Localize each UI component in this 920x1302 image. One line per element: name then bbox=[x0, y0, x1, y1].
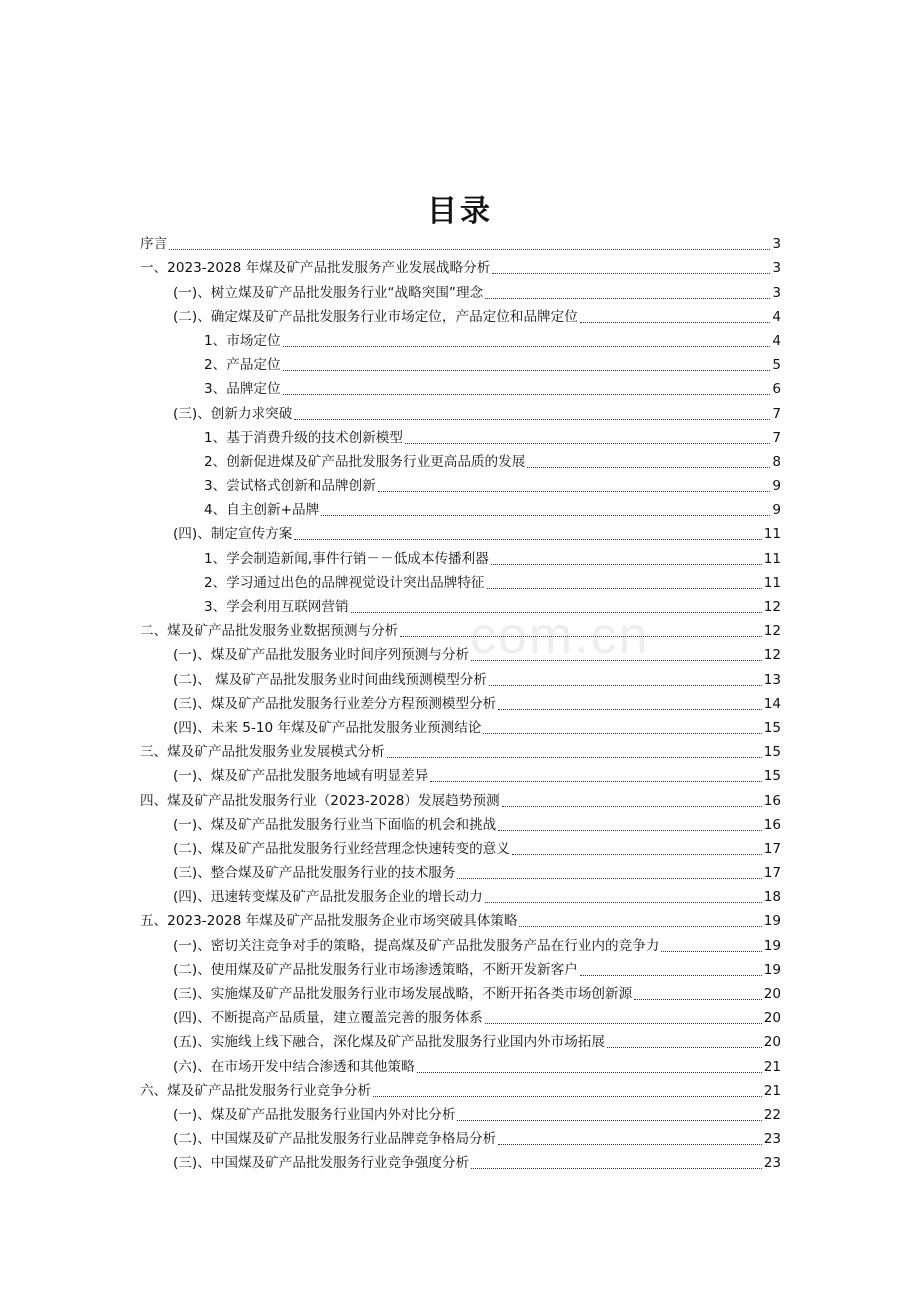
toc-entry-page-number: 7 bbox=[772, 429, 781, 446]
toc-entry-title: 1、学会制造新闻,事件行销－－低成本传播利器 bbox=[204, 550, 489, 567]
toc-entry[interactable] bbox=[140, 811, 781, 835]
toc-entry-page-number: 20 bbox=[763, 1034, 781, 1051]
toc-entry-page-number: 18 bbox=[763, 889, 781, 906]
dot-leader bbox=[321, 514, 770, 516]
dot-leader bbox=[351, 611, 762, 613]
toc-entry-page-number: 4 bbox=[772, 332, 781, 349]
dot-leader bbox=[580, 321, 771, 323]
toc-entry-title: (三)、煤及矿产品批发服务行业差分方程预测模型分析 bbox=[173, 695, 497, 712]
dot-leader bbox=[169, 248, 770, 250]
toc-entry-page-number: 15 bbox=[763, 744, 781, 761]
toc-entry-page-number: 11 bbox=[763, 526, 781, 543]
toc-entry[interactable] bbox=[140, 593, 781, 617]
dot-leader bbox=[471, 659, 762, 661]
dot-leader bbox=[634, 998, 761, 1000]
toc-entry-title: (一)、煤及矿产品批发服务行业当下面临的机会和挑战 bbox=[173, 816, 497, 833]
dot-leader bbox=[378, 490, 771, 492]
toc-entry-page-number: 15 bbox=[763, 768, 781, 785]
toc-entry-title: 四、煤及矿产品批发服务行业（2023-2028）发展趋势预测 bbox=[140, 792, 500, 809]
dot-leader bbox=[373, 1095, 762, 1097]
dot-leader bbox=[471, 1167, 762, 1169]
toc-entry-page-number: 6 bbox=[772, 381, 781, 398]
toc-entry-page-number: 11 bbox=[763, 550, 781, 567]
toc-entry[interactable] bbox=[140, 690, 781, 714]
toc-entry-title: (三)、创新力求突破 bbox=[173, 405, 293, 422]
toc-entry-page-number: 3 bbox=[772, 236, 781, 253]
toc-entry-title: 3、学会利用互联网营销 bbox=[204, 599, 349, 615]
toc-entry-title: 2、学习通过出色的品牌视觉设计突出品牌特征 bbox=[204, 574, 485, 591]
dot-leader bbox=[580, 974, 762, 976]
toc-entry-title: 五、2023-2028 年煤及矿产品批发服务企业市场突破具体策略 bbox=[140, 913, 518, 930]
toc-entry[interactable] bbox=[140, 351, 781, 375]
toc-entry-page-number: 19 bbox=[763, 961, 781, 978]
toc-entry[interactable] bbox=[140, 278, 781, 302]
toc-entry[interactable] bbox=[140, 762, 781, 786]
toc-entry-page-number: 16 bbox=[763, 792, 781, 809]
toc-entry-page-number: 3 bbox=[772, 284, 781, 301]
dot-leader bbox=[498, 708, 761, 710]
toc-entry[interactable] bbox=[140, 254, 781, 278]
dot-leader bbox=[457, 1119, 761, 1121]
toc-entry[interactable] bbox=[140, 956, 781, 980]
dot-leader bbox=[492, 272, 770, 274]
toc-entry[interactable] bbox=[140, 980, 781, 1004]
toc-entry[interactable] bbox=[140, 1004, 781, 1028]
toc-entry-page-number: 3 bbox=[772, 260, 781, 277]
toc-entry-title: (二)、中国煤及矿产品批发服务行业品牌竞争格局分析 bbox=[173, 1131, 497, 1148]
toc-entry-page-number: 13 bbox=[763, 671, 781, 688]
toc-entry-title: 4、自主创新+品牌 bbox=[204, 502, 320, 519]
toc-entry-page-number: 12 bbox=[763, 647, 781, 664]
table-of-contents bbox=[140, 230, 781, 1173]
toc-entry[interactable] bbox=[140, 883, 781, 907]
toc-entry-title: (二)、使用煤及矿产品批发服务行业市场渗透策略，不断开发新客户 bbox=[173, 961, 578, 978]
dot-leader bbox=[485, 297, 770, 299]
dot-leader bbox=[502, 805, 762, 807]
dot-leader bbox=[283, 393, 771, 395]
toc-entry-page-number: 19 bbox=[763, 937, 781, 954]
toc-entry-page-number: 20 bbox=[763, 986, 781, 1002]
toc-entry[interactable] bbox=[140, 544, 781, 568]
toc-entry-page-number: 9 bbox=[772, 502, 781, 519]
toc-entry[interactable] bbox=[140, 835, 781, 859]
watermark: com.cn bbox=[470, 607, 650, 665]
dot-leader bbox=[512, 853, 762, 855]
toc-entry-page-number: 9 bbox=[772, 478, 781, 495]
toc-entry[interactable] bbox=[140, 424, 781, 448]
dot-leader bbox=[498, 829, 761, 831]
toc-entry-title: (三)、整合煤及矿产品批发服务行业的技术服务 bbox=[173, 865, 456, 882]
toc-entry-title: (四)、迅速转变煤及矿产品批发服务企业的增长动力 bbox=[173, 889, 483, 906]
toc-entry-title: 二、煤及矿产品批发服务业数据预测与分析 bbox=[140, 623, 399, 640]
toc-entry-title: 三、煤及矿产品批发服务业发展模式分析 bbox=[140, 744, 385, 761]
toc-entry[interactable] bbox=[140, 1101, 781, 1125]
toc-entry-page-number: 23 bbox=[763, 1155, 781, 1172]
toc-entry-title: (二)、煤及矿产品批发服务行业经营理念快速转变的意义 bbox=[173, 840, 510, 857]
toc-entry-title: 序言 bbox=[140, 236, 168, 253]
toc-entry[interactable] bbox=[140, 931, 781, 955]
toc-entry-title: (四)、未来 5-10 年煤及矿产品批发服务业预测结论 bbox=[173, 719, 482, 736]
toc-entry[interactable] bbox=[140, 1125, 781, 1149]
toc-entry-page-number: 8 bbox=[772, 453, 781, 470]
dot-leader bbox=[485, 1022, 762, 1024]
toc-entry[interactable] bbox=[140, 496, 781, 520]
toc-entry-title: (二)、确定煤及矿产品批发服务行业市场定位，产品定位和品牌定位 bbox=[173, 308, 578, 325]
toc-entry-title: 2、创新促进煤及矿产品批发服务行业更高品质的发展 bbox=[204, 453, 526, 470]
toc-entry[interactable] bbox=[140, 569, 781, 593]
toc-entry[interactable] bbox=[140, 738, 781, 762]
toc-entry-title: (六)、在市场开发中结合渗透和其他策略 bbox=[173, 1058, 415, 1075]
page-title: 目录 bbox=[427, 194, 493, 229]
toc-entry-page-number: 7 bbox=[772, 405, 781, 422]
toc-entry-page-number: 14 bbox=[763, 695, 781, 712]
toc-entry[interactable] bbox=[140, 520, 781, 544]
toc-entry[interactable] bbox=[140, 230, 781, 254]
toc-entry-title: 3、尝试格式创新和品牌创新 bbox=[204, 478, 376, 495]
dot-leader bbox=[457, 877, 761, 879]
toc-entry[interactable] bbox=[140, 859, 781, 883]
toc-entry-page-number: 19 bbox=[763, 913, 781, 930]
dot-leader bbox=[519, 925, 761, 927]
toc-entry[interactable] bbox=[140, 472, 781, 496]
dot-leader bbox=[491, 563, 762, 565]
toc-entry-page-number: 4 bbox=[772, 308, 781, 325]
dot-leader bbox=[483, 732, 761, 734]
toc-entry-page-number: 17 bbox=[763, 840, 781, 857]
toc-entry[interactable] bbox=[140, 786, 781, 810]
toc-entry[interactable] bbox=[140, 303, 781, 327]
toc-entry-title: 1、市场定位 bbox=[204, 332, 281, 349]
dot-leader bbox=[485, 901, 762, 903]
toc-entry-title: 2、产品定位 bbox=[204, 357, 281, 374]
toc-entry-title: (四)、制定宣传方案 bbox=[173, 526, 293, 543]
toc-entry-title: (一)、树立煤及矿产品批发服务行业“战略突围”理念 bbox=[173, 284, 484, 301]
toc-entry-page-number: 22 bbox=[763, 1106, 781, 1123]
dot-leader bbox=[527, 466, 770, 468]
dot-leader bbox=[661, 950, 761, 952]
toc-entry-page-number: 20 bbox=[763, 1010, 781, 1027]
toc-entry[interactable] bbox=[140, 1149, 781, 1173]
toc-entry-title: 六、煤及矿产品批发服务行业竞争分析 bbox=[140, 1082, 372, 1099]
toc-entry-page-number: 21 bbox=[763, 1082, 781, 1099]
toc-entry-title: (二)、 煤及矿产品批发服务业时间曲线预测模型分析 bbox=[173, 671, 487, 688]
dot-leader bbox=[283, 369, 771, 371]
dot-leader bbox=[607, 1046, 762, 1048]
toc-entry[interactable] bbox=[140, 714, 781, 738]
toc-entry-page-number: 17 bbox=[763, 865, 781, 882]
dot-leader bbox=[283, 345, 771, 347]
dot-leader bbox=[430, 780, 761, 782]
toc-entry[interactable] bbox=[140, 399, 781, 423]
toc-entry[interactable] bbox=[140, 375, 781, 399]
toc-entry-title: (一)、密切关注竞争对手的策略，提高煤及矿产品批发服务产品在行业内的竞争力 bbox=[173, 937, 660, 954]
toc-entry-page-number: 23 bbox=[763, 1131, 781, 1148]
toc-entry[interactable] bbox=[140, 1052, 781, 1076]
toc-entry-title: 3、品牌定位 bbox=[204, 381, 281, 398]
toc-entry-page-number: 21 bbox=[763, 1058, 781, 1075]
toc-entry-title: 1、基于消费升级的技术创新模型 bbox=[204, 429, 403, 446]
toc-entry-title: (一)、煤及矿产品批发服务行业国内外对比分析 bbox=[173, 1106, 456, 1123]
dot-leader bbox=[294, 538, 761, 540]
toc-entry-title: (五)、实施线上线下融合，深化煤及矿产品批发服务行业国内外市场拓展 bbox=[173, 1034, 606, 1051]
toc-entry-page-number: 16 bbox=[763, 816, 781, 833]
dot-leader bbox=[387, 756, 762, 758]
toc-entry[interactable] bbox=[140, 1077, 781, 1101]
toc-entry[interactable] bbox=[140, 617, 781, 641]
toc-entry[interactable] bbox=[140, 665, 781, 689]
toc-entry[interactable] bbox=[140, 641, 781, 665]
toc-entry[interactable] bbox=[140, 327, 781, 351]
toc-entry-page-number: 12 bbox=[763, 623, 781, 640]
toc-entry-page-number: 15 bbox=[763, 719, 781, 736]
dot-leader bbox=[294, 418, 770, 420]
dot-leader bbox=[417, 1071, 762, 1073]
dot-leader bbox=[405, 442, 770, 444]
toc-entry-title: (一)、煤及矿产品批发服务业时间序列预测与分析 bbox=[173, 647, 470, 664]
dot-leader bbox=[487, 587, 762, 589]
toc-entry-title: (三)、实施煤及矿产品批发服务行业市场发展战略，不断开拓各类市场创新源 bbox=[173, 986, 633, 1002]
toc-entry-page-number: 5 bbox=[772, 357, 781, 374]
toc-entry[interactable] bbox=[140, 448, 781, 472]
dot-leader bbox=[400, 635, 761, 637]
toc-entry[interactable] bbox=[140, 1028, 781, 1052]
toc-entry-page-number: 12 bbox=[763, 599, 781, 615]
toc-entry-title: (一)、煤及矿产品批发服务地域有明显差异 bbox=[173, 768, 429, 785]
dot-leader bbox=[498, 1143, 761, 1145]
dot-leader bbox=[489, 684, 762, 686]
toc-entry[interactable] bbox=[140, 907, 781, 931]
toc-entry-title: (三)、中国煤及矿产品批发服务行业竞争强度分析 bbox=[173, 1155, 470, 1172]
toc-entry-title: 一、2023-2028 年煤及矿产品批发服务产业发展战略分析 bbox=[140, 260, 491, 277]
toc-entry-title: (四)、不断提高产品质量，建立覆盖完善的服务体系 bbox=[173, 1010, 483, 1027]
toc-entry-page-number: 11 bbox=[763, 574, 781, 591]
